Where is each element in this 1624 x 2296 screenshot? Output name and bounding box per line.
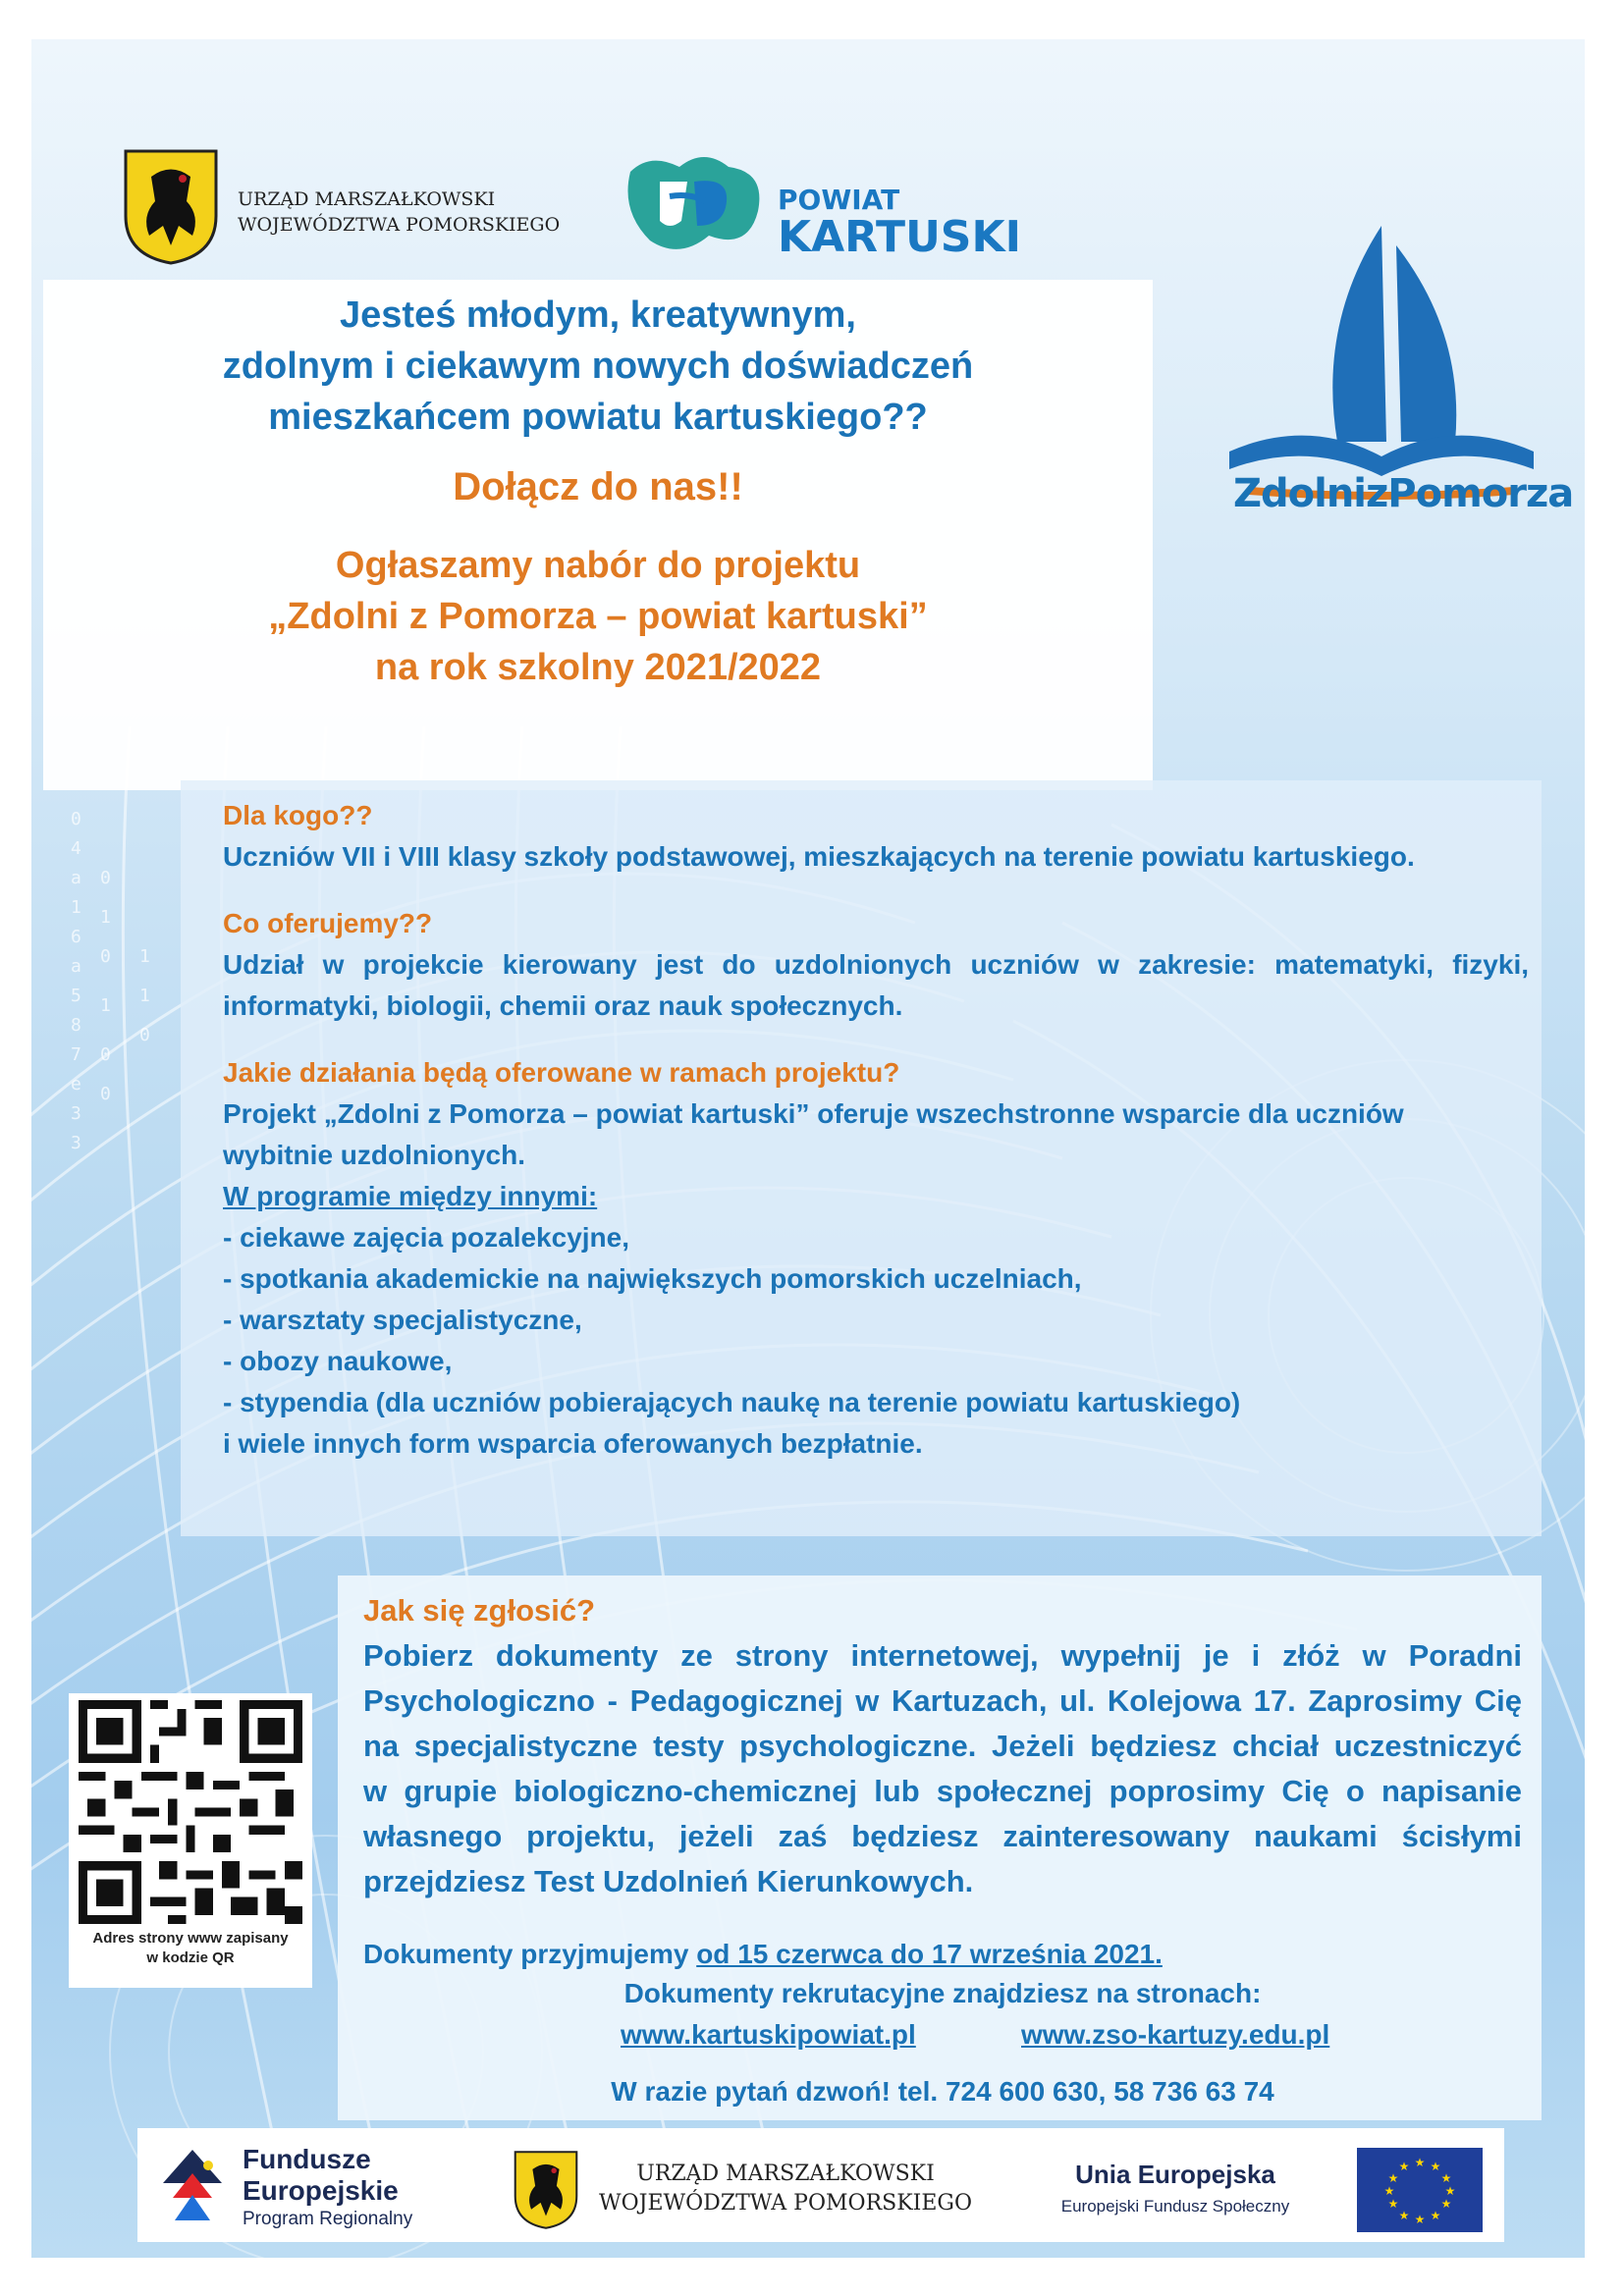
- question-how-to-apply: Jak się zgłosić?: [363, 1593, 596, 1628]
- apply-text-line: na specjalistyczne testy psychologiczne. Jeżeli będziesz chciał uczestniczyć: [363, 1729, 1522, 1763]
- answer-offer-line1: Udział w projekcie kierowany jest do uzdolnionych uczniów w zakresie: matematyki, fizyki,: [223, 949, 1529, 980]
- fe-line2: Europejskie: [243, 2175, 399, 2206]
- question-activities: Jakie działania będą oferowane w ramach projektu?: [223, 1057, 900, 1088]
- svg-text:0: 0: [71, 809, 81, 829]
- pomorskie-coat-of-arms-icon: [122, 147, 220, 267]
- fe-line1: Fundusze: [243, 2144, 371, 2174]
- svg-text:0: 0: [139, 1025, 150, 1045]
- svg-text:★: ★: [1383, 2184, 1395, 2198]
- svg-text:a: a: [71, 868, 81, 888]
- footer-office-line1: URZĄD MARSZAŁKOWSKI: [636, 2162, 935, 2186]
- svg-text:★: ★: [1387, 2197, 1399, 2211]
- svg-text:3: 3: [71, 1103, 81, 1124]
- marshal-office-line2: WOJEWÓDZTWA POMORSKIEGO: [238, 214, 561, 236]
- program-item: - stypendia (dla uczniów pobierających naukę na terenie powiatu kartuskiego): [223, 1387, 1241, 1417]
- apply-text-line: Pobierz dokumenty ze strony internetowej, wypełnij je i złóż w Poradni: [363, 1638, 1522, 1673]
- apply-text-line: własnego projektu, jeżeli zaś będziesz zainteresowany naukami ścisłymi: [363, 1819, 1522, 1853]
- svg-text:5: 5: [71, 986, 81, 1006]
- apply-text-line: w grupie biologiczno-chemicznej lub społecznej poprosimy Cię o napisanie: [363, 1774, 1522, 1808]
- svg-text:★: ★: [1398, 2160, 1410, 2173]
- qr-caption-line1: Adres strony www zapisany: [92, 1930, 289, 1947]
- fundusze-europejskie-logo-icon: [153, 2144, 232, 2228]
- svg-text:6: 6: [71, 927, 81, 947]
- qr-caption-line2: w kodzie QR: [146, 1949, 235, 1966]
- svg-text:8: 8: [71, 1015, 81, 1036]
- svg-text:4: 4: [71, 838, 81, 859]
- svg-text:a: a: [71, 956, 81, 977]
- svg-text:0: 0: [100, 1084, 111, 1104]
- svg-text:0: 0: [100, 946, 111, 967]
- answer-activities-line1: Projekt „Zdolni z Pomorza – powiat kartuski” oferuje wszechstronne wsparcie dla uczniów: [223, 1098, 1404, 1129]
- program-item: - spotkania akademickie na największych pomorskich uczelniach,: [223, 1263, 1082, 1294]
- svg-text:1: 1: [139, 946, 150, 967]
- kartuski-label: KARTUSKI: [778, 212, 1021, 262]
- recruit-line-1: Ogłaszamy nabór do projektu: [335, 545, 861, 586]
- recruit-line-3: na rok szkolny 2021/2022: [374, 647, 822, 688]
- link-zso-kartuzy[interactable]: www.zso-kartuzy.edu.pl: [1021, 2019, 1330, 2050]
- svg-text:★: ★: [1387, 2171, 1399, 2185]
- svg-text:★: ★: [1414, 2156, 1426, 2169]
- svg-text:0: 0: [100, 868, 111, 888]
- svg-text:★: ★: [1430, 2209, 1441, 2222]
- qr-caption: [71, 1929, 310, 1968]
- program-heading: W programie między innymi:: [223, 1181, 598, 1211]
- pomorskie-coat-of-arms-icon: [513, 2148, 579, 2232]
- dates-value: od 15 czerwca do 17 września 2021.: [696, 1939, 1163, 1969]
- svg-text:★: ★: [1440, 2171, 1452, 2185]
- intro-line-1: Jesteś młodym, kreatywnym,: [340, 294, 856, 336]
- svg-text:★: ★: [1440, 2197, 1452, 2211]
- svg-text:1: 1: [71, 897, 81, 918]
- marshal-office-line1: URZĄD MARSZAŁKOWSKI: [238, 188, 496, 210]
- powiat-kartuski-logo-icon: [611, 142, 768, 260]
- powiat-label: POWIAT: [778, 184, 900, 216]
- answer-who: Uczniów VII i VIII klasy szkoły podstawowej, mieszkających na terenie powiatu kartuskiego.: [223, 841, 1415, 872]
- program-item: - obozy naukowe,: [223, 1346, 453, 1376]
- footer-marshal-office: [599, 2160, 972, 2218]
- eu-flag-icon: [1357, 2148, 1483, 2232]
- fe-program: Program Regionalny: [243, 2209, 413, 2229]
- docs-line: Dokumenty rekrutacyjne znajdziesz na stronach:: [623, 1978, 1262, 2008]
- svg-text:1: 1: [139, 986, 150, 1006]
- poster-page: [31, 39, 1585, 2258]
- intro-line-2: zdolnym i ciekawym nowych doświadczeń: [222, 346, 974, 387]
- svg-text:3: 3: [71, 1133, 81, 1153]
- svg-text:1: 1: [100, 907, 111, 928]
- svg-text:7: 7: [71, 1044, 81, 1065]
- svg-text:★: ★: [1430, 2160, 1441, 2173]
- contact-line: W razie pytań dzwoń! tel. 724 600 630, 58 736 63 74: [611, 2076, 1274, 2107]
- svg-text:1: 1: [100, 995, 111, 1016]
- program-item: - warsztaty specjalistyczne,: [223, 1305, 582, 1335]
- zdolni-z-pomorza-logo-icon: [1210, 206, 1574, 579]
- svg-text:★: ★: [1414, 2213, 1426, 2226]
- svg-text:★: ★: [1444, 2184, 1456, 2198]
- intro-line-3: mieszkańcem powiatu kartuskiego??: [268, 397, 928, 438]
- dates-prefix: Dokumenty przyjmujemy: [363, 1939, 697, 1969]
- answer-offer-line2: informatyki, biologii, chemii oraz nauk społecznych.: [223, 990, 903, 1021]
- marshal-office-name: [238, 187, 560, 238]
- zdolni-logo-label: ZdolnizPomorza: [1233, 471, 1574, 516]
- eu-fund: Europejski Fundusz Społeczny: [1060, 2197, 1290, 2216]
- qr-code-icon[interactable]: [79, 1700, 302, 1924]
- join-heading: Dołącz do nas!!: [453, 465, 743, 508]
- svg-text:0: 0: [100, 1044, 111, 1065]
- link-kartuskipowiat[interactable]: www.kartuskipowiat.pl: [621, 2019, 916, 2050]
- program-item: - ciekawe zajęcia pozalekcyjne,: [223, 1222, 630, 1253]
- svg-text:e: e: [71, 1074, 81, 1095]
- question-who: Dla kogo??: [223, 800, 373, 830]
- apply-text-line: przejdziesz Test Uzdolnień Kierunkowych.: [363, 1864, 974, 1898]
- question-offer: Co oferujemy??: [223, 908, 433, 938]
- recruit-line-2: „Zdolni z Pomorza – powiat kartuski”: [268, 596, 928, 637]
- fe-name: [243, 2144, 399, 2207]
- svg-text:★: ★: [1398, 2209, 1410, 2222]
- apply-text-line: Psychologiczno - Pedagogicznej w Kartuzach, ul. Kolejowa 17. Zaprosimy Cię: [363, 1683, 1522, 1718]
- eu-name: Unia Europejska: [1075, 2160, 1275, 2189]
- footer-office-line2: WOJEWÓDZTWA POMORSKIEGO: [599, 2191, 973, 2216]
- answer-activities-line2: wybitnie uzdolnionych.: [223, 1140, 525, 1170]
- program-closing: i wiele innych form wsparcia oferowanych bezpłatnie.: [223, 1428, 923, 1459]
